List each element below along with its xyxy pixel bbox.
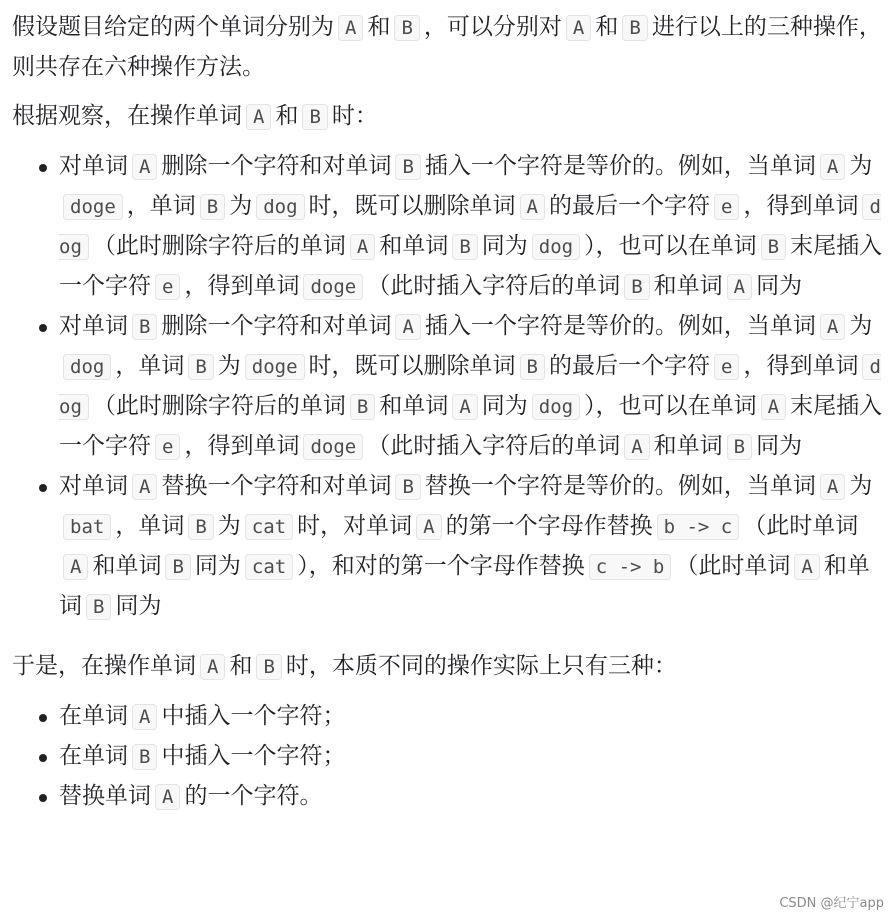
text-run: 根据观察，在操作单词 [12, 103, 242, 129]
text-run: 时： [331, 103, 378, 129]
text-run: 时，既可以删除单词 [308, 353, 516, 379]
inline-code: B [622, 15, 647, 41]
inline-code: doge [63, 194, 123, 220]
text-run: 对单词 [59, 153, 128, 179]
inline-code: B [395, 474, 420, 500]
inline-code: dog [59, 356, 881, 418]
inline-code: dog [532, 394, 580, 420]
text-run: 和单词 [379, 393, 449, 419]
text-run: 对单词 [59, 313, 128, 339]
text-run: 末尾插入一个字符 [59, 233, 883, 299]
list-item [59, 777, 888, 817]
inline-code: A [416, 514, 441, 540]
inline-code: b -> c [657, 514, 740, 540]
intro-paragraph [12, 8, 888, 87]
operations-list [12, 697, 888, 817]
inline-code: B [132, 314, 157, 340]
text-run: 替换单词 [59, 783, 151, 809]
text-run: ），也可以在单词 [584, 393, 757, 419]
inline-code: doge [303, 274, 363, 300]
text-run: （此时单词 [675, 553, 791, 579]
list-item [59, 467, 888, 627]
inline-code: bat [63, 514, 111, 540]
inline-code: B [394, 15, 419, 41]
inline-code: A [155, 784, 180, 810]
text-run: 为 [849, 313, 873, 339]
inline-code: A [820, 154, 845, 180]
text-run: ，得到单词 [743, 353, 859, 379]
inline-code: B [727, 434, 752, 460]
text-run: 同为 [481, 393, 528, 419]
csdn-watermark: CSDN @纪宁app [779, 896, 884, 911]
inline-code: B [302, 104, 327, 130]
text-run: 对单词 [59, 473, 128, 499]
inline-code: B [256, 654, 281, 680]
inline-code: A [63, 554, 88, 580]
inline-code: e [155, 274, 180, 300]
text-run: 同为 [481, 233, 528, 259]
inline-code: doge [303, 434, 363, 460]
inline-code: B [520, 354, 545, 380]
text-run: ），和对的第一个字母作替换 [297, 553, 585, 579]
text-run: 时，对单词 [297, 513, 413, 539]
inline-code: cat [245, 554, 293, 580]
inline-code: A [132, 154, 157, 180]
list-item [59, 147, 888, 307]
text-run: 末尾插入一个字符 [59, 393, 883, 459]
text-run: ，可以分别对 [423, 14, 562, 40]
inline-code: doge [245, 354, 305, 380]
inline-code: B [188, 354, 213, 380]
text-run: 同为 [194, 553, 241, 579]
text-run: 在单词 [59, 743, 128, 769]
text-run: 为 [217, 513, 241, 539]
text-run: 和 [595, 14, 619, 40]
inline-code: A [338, 15, 363, 41]
inline-code: e [714, 354, 739, 380]
text-run: 替换一个字符是等价的。例如，当单词 [424, 473, 816, 499]
inline-code: B [395, 154, 420, 180]
inline-code: B [188, 514, 213, 540]
inline-code: c -> b [589, 554, 672, 580]
text-run: 和 [275, 103, 299, 129]
inline-code: B [86, 594, 111, 620]
inline-code: A [624, 434, 649, 460]
inline-code: B [200, 194, 225, 220]
inline-code: A [395, 314, 420, 340]
text-run: 和单词 [653, 273, 723, 299]
inline-code: B [452, 234, 477, 260]
text-run: 的一个字符。 [184, 783, 323, 809]
inline-code: A [452, 394, 477, 420]
inline-code: e [155, 434, 180, 460]
text-run: 插入一个字符是等价的。例如，当单词 [424, 313, 816, 339]
inline-code: A [520, 194, 545, 220]
text-run: 于是，在操作单词 [12, 653, 196, 679]
text-run: （此时插入字符后的单词 [367, 433, 621, 459]
inline-code: B [624, 274, 649, 300]
text-run: ，得到单词 [184, 433, 300, 459]
text-run: 中插入一个字符； [161, 703, 346, 729]
text-run: （此时插入字符后的单词 [367, 273, 621, 299]
text-run: 删除一个字符和对单词 [161, 153, 392, 179]
inline-code: A [132, 704, 157, 730]
text-run: 时，既可以删除单词 [308, 193, 516, 219]
text-run: 和单词 [653, 433, 723, 459]
inline-code: dog [532, 234, 580, 260]
text-run: ），也可以在单词 [584, 233, 757, 259]
inline-code: B [132, 744, 157, 770]
list-item [59, 737, 888, 777]
text-run: 的最后一个字符 [549, 193, 710, 219]
text-run: （此时单词 [743, 513, 859, 539]
text-run: 同为 [115, 593, 162, 619]
text-run: 和单词 [92, 553, 162, 579]
inline-code: A [246, 104, 271, 130]
text-run: 和单词 [379, 233, 449, 259]
spacer [12, 627, 888, 647]
text-run: 同为 [756, 433, 803, 459]
text-run: ，得到单词 [184, 273, 300, 299]
text-run: 为 [849, 473, 873, 499]
text-run: （此时删除字符后的单词 [92, 233, 346, 259]
inline-code: A [132, 474, 157, 500]
text-run: 插入一个字符是等价的。例如，当单词 [424, 153, 816, 179]
inline-code: A [820, 474, 845, 500]
text-run: 和 [367, 14, 391, 40]
inline-code: A [200, 654, 225, 680]
text-run: 为 [229, 193, 253, 219]
text-run: 进行以上的三种操作，则共存在六种操作方法。 [12, 14, 882, 80]
inline-code: B [350, 394, 375, 420]
text-run: 在单词 [59, 703, 128, 729]
text-run: 为 [217, 353, 241, 379]
text-run: 替换一个字符和对单词 [161, 473, 392, 499]
article-body [12, 8, 888, 817]
inline-code: e [714, 194, 739, 220]
text-run: 同为 [756, 273, 803, 299]
text-run: 删除一个字符和对单词 [161, 313, 392, 339]
text-run: 为 [849, 153, 873, 179]
text-run: ，单词 [126, 193, 196, 219]
list-item [59, 697, 888, 737]
inline-code: A [820, 314, 845, 340]
text-run: 和单词 [59, 553, 870, 619]
text-run: 的第一个字母作替换 [445, 513, 653, 539]
inline-code: A [566, 15, 591, 41]
text-run: 时，本质不同的操作实际上只有三种： [285, 653, 677, 679]
inline-code: dog [63, 354, 111, 380]
text-run: ，单词 [115, 353, 185, 379]
inline-code: A [727, 274, 752, 300]
text-run: 假设题目给定的两个单词分别为 [12, 14, 334, 40]
inline-code: dog [256, 194, 304, 220]
inline-code: B [761, 234, 786, 260]
inline-code: cat [245, 514, 293, 540]
text-run: ，单词 [115, 513, 185, 539]
inline-code: A [794, 554, 819, 580]
text-run: 中插入一个字符； [161, 743, 346, 769]
text-run: （此时删除字符后的单词 [92, 393, 346, 419]
summary-paragraph [12, 647, 888, 687]
inline-code: A [350, 234, 375, 260]
inline-code: A [761, 394, 786, 420]
text-run: 的最后一个字符 [549, 353, 710, 379]
list-item [59, 307, 888, 467]
observation-paragraph [12, 97, 888, 137]
inline-code: dog [59, 196, 881, 258]
text-run: ，得到单词 [743, 193, 859, 219]
inline-code: B [165, 554, 190, 580]
text-run: 和 [229, 653, 253, 679]
cases-list [12, 147, 888, 627]
